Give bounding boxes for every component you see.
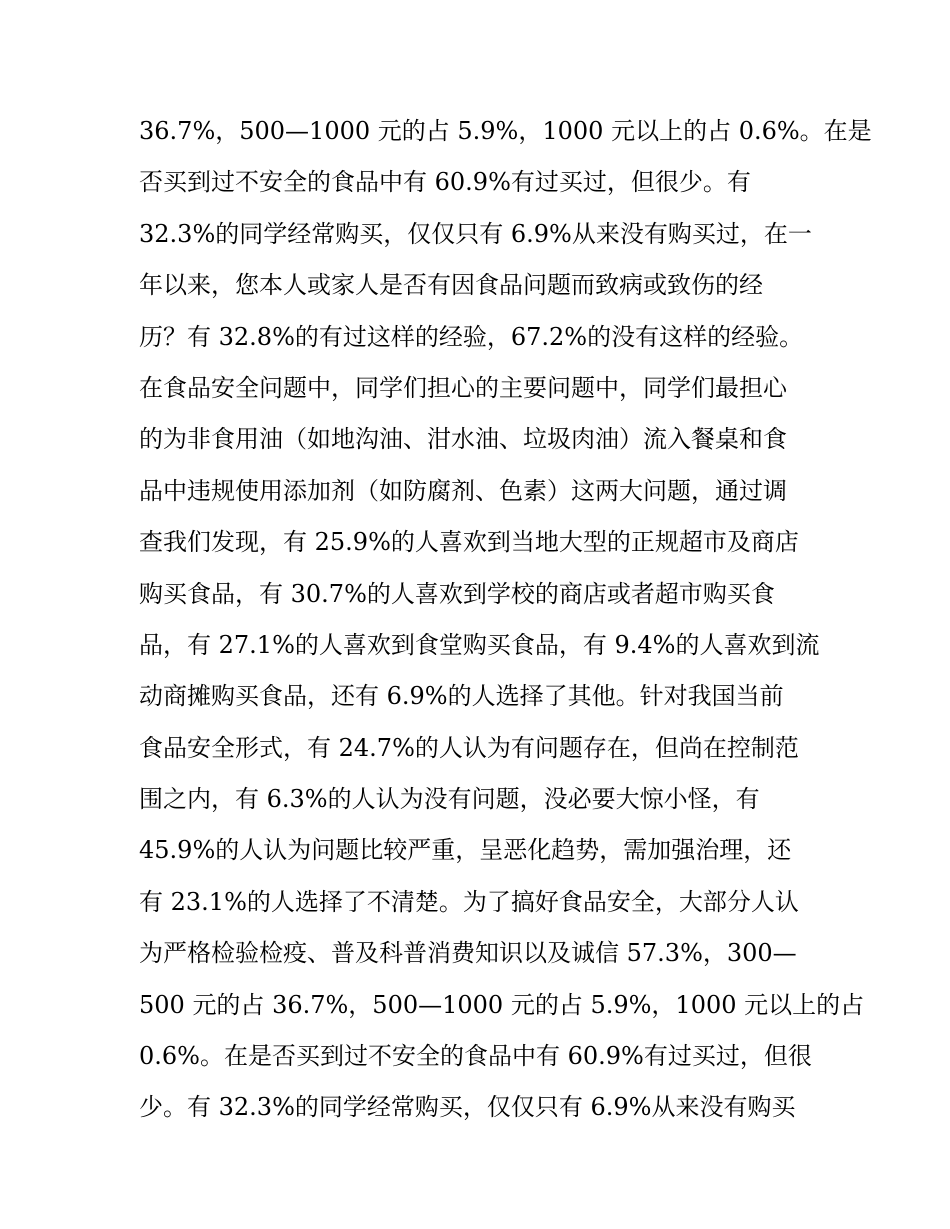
text-line: 为严格检验检疫、普及科普消费知识以及诚信 57.3%，300— (139, 939, 797, 968)
text-line: 历？有 32.8%的有过这样的经验，67.2%的没有这样的经验。 (139, 322, 804, 351)
text-line: 少。有 32.3%的同学经常购买，仅仅只有 6.9%从来没有购买 (139, 1093, 796, 1122)
text-line: 36.7%，500—1000 元的占 5.9%，1000 元以上的占 0.6%。在是 (139, 117, 872, 145)
text-line: 0.6%。在是否买到过不安全的食品中有 60.9%有过买过，但很 (139, 1042, 812, 1071)
text-line: 品，有 27.1%的人喜欢到食堂购买食品，有 9.4%的人喜欢到流 (139, 630, 820, 659)
text-line: 500 元的占 36.7%，500—1000 元的占 5.9%，1000 元以上的占 (139, 990, 865, 1019)
text-line: 购买食品，有 30.7%的人喜欢到学校的商店或者超市购买食 (139, 579, 775, 608)
text-line: 动商摊购买食品，还有 6.9%的人选择了其他。针对我国当前 (139, 682, 784, 711)
text-line: 品中违规使用添加剂（如防腐剂、色素）这两大问题，通过调 (139, 476, 787, 505)
text-line: 查我们发现，有 25.9%的人喜欢到当地大型的正规超市及商店 (139, 528, 799, 557)
text-line: 的为非食用油（如地沟油、泔水油、垃圾肉油）流入餐桌和食 (139, 425, 787, 454)
text-line: 围之内，有 6.3%的人认为没有问题，没必要大惊小怪，有 (139, 785, 760, 814)
body-paragraph (139, 106, 872, 1134)
text-line: 在食品安全问题中，同学们担心的主要问题中，同学们最担心 (139, 373, 787, 402)
text-line: 32.3%的同学经常购买，仅仅只有 6.9%从来没有购买过，在一 (139, 219, 812, 248)
text-line: 年以来，您本人或家人是否有因食品问题而致病或致伤的经 (139, 271, 763, 300)
text-line: 食品安全形式，有 24.7%的人认为有问题存在，但尚在控制范 (139, 733, 799, 762)
text-line: 否买到过不安全的食品中有 60.9%有过买过，但很少。有 (139, 168, 751, 197)
text-line: 有 23.1%的人选择了不清楚。为了搞好食品安全，大部分人认 (139, 887, 799, 916)
text-line: 45.9%的人认为问题比较严重，呈恶化趋势，需加强治理，还 (139, 836, 792, 865)
